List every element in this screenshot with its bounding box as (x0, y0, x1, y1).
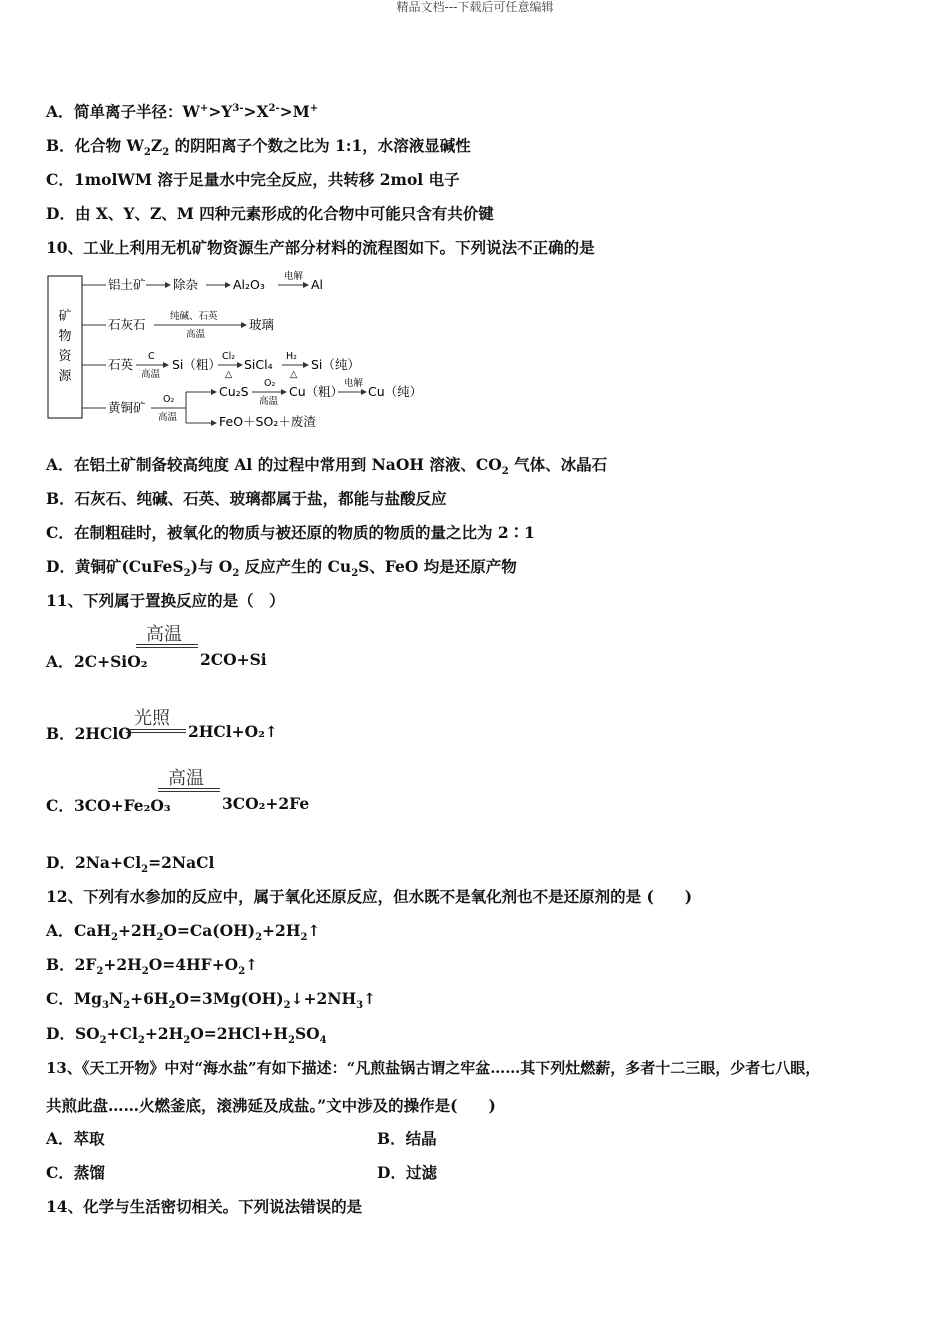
q13-stem-line1: 13、《天工开物》中对“海水盐”有如下描述：“凡煎盐锅古谓之牢盆……其下列灶燃薪，多者十二三眼，少者七八眼， (46, 1059, 821, 1077)
row3-c: C (148, 351, 155, 362)
row4-cu-crude: Cu（粗） (289, 384, 344, 399)
row2-soda-quartz: 纯碱、石英 (170, 311, 218, 322)
q10-option-b: B．石灰石、纯碱、石英、玻璃都属于盐，都能与盐酸反应 (46, 489, 447, 508)
row4-o2-2: O₂ (264, 378, 276, 389)
q10-option-a: A．在铝土矿制备较高纯度 Al 的过程中常用到 NaOH 溶液、$CO_2$ 气体、冰晶石 (46, 455, 608, 478)
q13-stem-line2: 共煎此盘……火燃釜底，滚沸延及成盐。”文中涉及的操作是( ) (46, 1096, 496, 1115)
q12-option-d: D．$SO_2+Cl_2+2H_2O=2HCl+H_2SO_4$ (46, 1024, 327, 1047)
row3-heat-1: △ (225, 369, 233, 380)
row4-chalcopyrite: 黄铜矿 (108, 400, 146, 415)
row4-high-temp: 高温 (158, 412, 178, 423)
row3-si-pure: Si（纯） (311, 357, 360, 372)
q11-option-d: D．$2Na+Cl_2=2NaCl$ (46, 853, 215, 876)
q11-stem: 11、下列属于置换反应的是（ ） (46, 591, 285, 610)
q10-option-c: C．在制粗硅时，被氧化的物质与被还原的物质的物质的量之比为 2∶1 (46, 523, 535, 542)
q11-option-c: C．3CO+Fe₂O₃ 高温 3CO₂+2Fe (46, 794, 171, 816)
row2-limestone: 石灰石 (108, 317, 146, 332)
row1-purify: 除杂 (173, 277, 199, 292)
side-label-3: 资 (58, 349, 72, 364)
row3-high-temp: 高温 (141, 369, 161, 380)
mineral-resource-box (48, 276, 82, 418)
q13-option-c: C．蒸馏 (46, 1163, 105, 1182)
q11-option-a: A．2C+SiO₂ 高温 2CO+Si (46, 650, 147, 672)
row3-sicl4: SiCl₄ (244, 357, 273, 372)
q11-option-b: B．2HClO 光照 2HCl+O₂↑ (46, 722, 132, 744)
row3-cl2: Cl₂ (222, 351, 236, 362)
row1-bauxite: 铝土矿 (108, 277, 146, 292)
mineral-flow-diagram (46, 268, 423, 429)
row4-electrolysis: 电解 (344, 378, 364, 389)
q12-option-a: A．$CaH_2+2H_2O=Ca(OH)_2+2H_2↑$ (46, 921, 321, 944)
row4-byproducts: FeO＋SO₂＋废渣 (219, 414, 316, 429)
q13-option-a: A．萃取 (46, 1129, 105, 1148)
q9-option-a: A．简单离子半径：$W^+>Y^{3-}>X^{2-}>M^+$ (46, 102, 319, 121)
row4-high-temp-2: 高温 (259, 396, 279, 407)
q12-stem: 12、下列有水参加的反应中，属于氧化还原反应，但水既不是氧化剂也不是还原剂的是 ( ) (46, 887, 693, 906)
q9-option-d: D．由 X、Y、Z、M 四种元素形成的化合物中可能只含有共价键 (46, 204, 494, 223)
q10-option-d: D．黄铜矿(CuFeS$_2$)与 $O_2$ 反应产生的 $Cu_2S$、FeO 均是还原产物 (46, 557, 517, 580)
row3-si-crude: Si（粗） (172, 357, 221, 372)
q10-stem: 10、工业上利用无机矿物资源生产部分材料的流程图如下。下列说法不正确的是 (46, 238, 595, 257)
row4-cu-pure: Cu（纯） (368, 384, 423, 399)
row1-al: Al (311, 277, 324, 292)
row2-high-temp: 高温 (186, 329, 206, 340)
q11-b-condition: 光照 (134, 708, 170, 729)
page-header: 精品文档---下载后可任意编辑 (396, 0, 554, 14)
q9-option-c: C．1molWM 溶于足量水中完全反应，共转移 2mol 电子 (46, 170, 460, 189)
row3-heat-2: △ (290, 369, 298, 380)
row4-o2: O₂ (163, 394, 175, 405)
row1-al2o3: Al₂O₃ (233, 277, 265, 292)
row3-quartz: 石英 (108, 357, 134, 372)
q12-option-c: C．$Mg_3N_2+6H_2O=3Mg(OH)_2↓+2NH_3↑$ (46, 989, 377, 1012)
q12-option-b: B．$2F_2+2H_2O=4HF+O_2↑$ (46, 955, 259, 978)
side-label-1: 矿 (58, 309, 72, 324)
row1-electrolysis: 电解 (284, 271, 304, 282)
side-label-2: 物 (58, 329, 72, 344)
q11-c-condition: 高温 (168, 768, 204, 789)
q13-option-d: D．过滤 (377, 1163, 437, 1182)
side-label-4: 源 (58, 369, 72, 384)
q13-option-b: B．结晶 (377, 1129, 437, 1148)
row4-cu2s: Cu₂S (219, 384, 249, 399)
q14-stem: 14、化学与生活密切相关。下列说法错误的是 (46, 1197, 363, 1216)
row2-glass: 玻璃 (249, 317, 275, 332)
row3-h2: H₂ (286, 351, 297, 362)
q11-a-condition: 高温 (146, 624, 182, 645)
q9-option-b: B．化合物 $W_2Z_2$ 的阴阳离子个数之比为 1:1，水溶液显碱性 (46, 136, 471, 159)
